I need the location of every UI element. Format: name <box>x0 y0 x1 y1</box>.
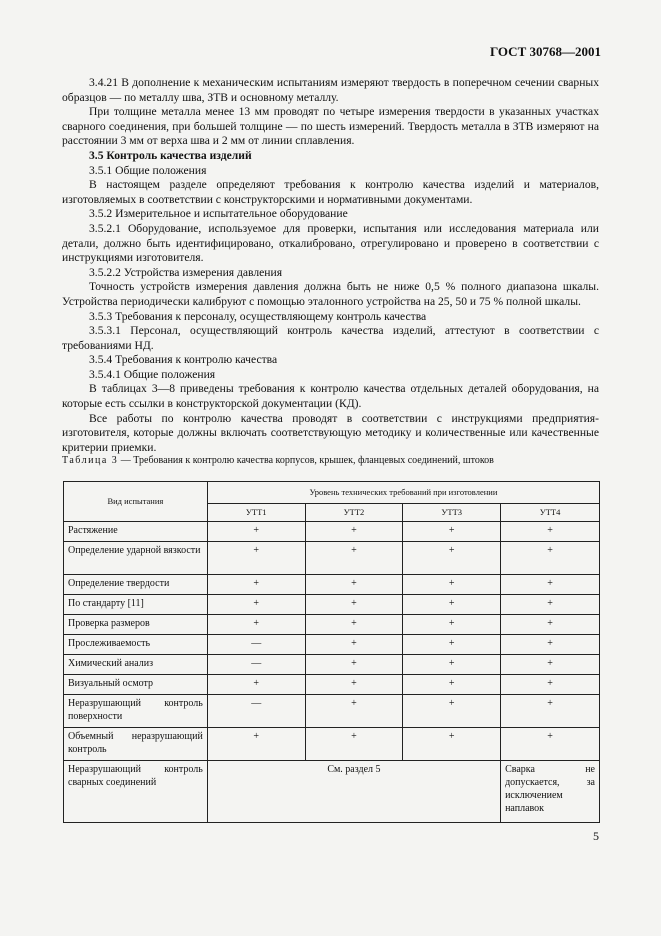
row-value: + <box>207 522 305 542</box>
row-test-name: Неразрушающий контроль поверхности <box>64 695 208 728</box>
row-value: + <box>403 615 501 635</box>
row-value: + <box>501 728 600 761</box>
row-test-name: Растяжение <box>64 522 208 542</box>
table-row <box>64 542 600 575</box>
row-value: + <box>207 595 305 615</box>
row-value: + <box>305 675 403 695</box>
page-number: 5 <box>593 829 599 843</box>
col-header-level: УТТ1 <box>207 504 305 522</box>
row-value: + <box>501 542 600 575</box>
requirements-table <box>63 481 600 823</box>
table-row <box>64 675 600 695</box>
row-test-name: По стандарту [11] <box>64 595 208 615</box>
row-value: + <box>207 575 305 595</box>
table-row <box>64 615 600 635</box>
row-test-name: Визуальный осмотр <box>64 675 208 695</box>
row-value: + <box>305 595 403 615</box>
row-value: + <box>403 635 501 655</box>
row-test-name: Определение ударной вязкости <box>64 542 208 575</box>
row-value: + <box>501 575 600 595</box>
row-value: + <box>403 655 501 675</box>
row-test-name: Неразрушающий контроль сварных соединений <box>64 761 208 823</box>
row-value: — <box>207 695 305 728</box>
col-header-level: УТТ2 <box>305 504 403 522</box>
row-value: + <box>305 615 403 635</box>
row-test-name: Объемный неразрушающий контроль <box>64 728 208 761</box>
paragraph: В настоящем разделе определяют требования к контролю качества изделий и материалов, изготовляемых в соответствии с конструкторскими и нормативными документами. <box>62 178 599 206</box>
paragraph: 3.5.2.2 Устройства измерения давления <box>89 265 283 279</box>
row-value: + <box>501 615 600 635</box>
paragraph: 3.5.3 Требования к персоналу, осуществляющему контроль качества <box>89 309 427 323</box>
paragraph: 3.4.21 В дополнение к механическим испытаниям измеряют твердость в поперечном сечении сварных образцов — по металлу шва, ЗТВ и основному металлу. <box>62 76 599 104</box>
row-value: — <box>207 635 305 655</box>
paragraph: 3.5.4.1 Общие положения <box>89 367 216 381</box>
paragraph: 3.5.3.1 Персонал, осуществляющий контроль качества изделий, аттестуют в соответствии с требованиями НД. <box>62 324 599 352</box>
row-value: + <box>501 655 600 675</box>
row-value: + <box>305 575 403 595</box>
table-row <box>64 761 600 823</box>
table-row <box>64 595 600 615</box>
col-header-test-type: Вид испытания <box>64 482 208 522</box>
body-text <box>62 76 599 455</box>
row-value: + <box>305 695 403 728</box>
table-row <box>64 728 600 761</box>
paragraph: 3.5.1 Общие положения <box>89 163 207 177</box>
row-value: — <box>207 655 305 675</box>
paragraph: Точность устройств измерения давления должна быть не ниже 0,5 % полного диапазона шкалы. Устройства периодически калибруют с помощью эталонного устройства на 25, 50 и 75 % полной шкалы. <box>62 280 599 308</box>
row-value: + <box>305 635 403 655</box>
paragraph: 3.5.4 Требования к контролю качества <box>89 353 278 367</box>
row-test-name: Химический анализ <box>64 655 208 675</box>
table-caption-label: Таблица 3 <box>62 455 119 466</box>
table-row <box>64 522 600 542</box>
row-value: + <box>501 675 600 695</box>
row-value: + <box>403 728 501 761</box>
col-header-level: УТТ3 <box>403 504 501 522</box>
row-value: + <box>501 695 600 728</box>
row-value: + <box>207 615 305 635</box>
paragraph: 3.5.2 Измерительное и испытательное оборудование <box>89 207 348 221</box>
row-value: + <box>403 542 501 575</box>
row-value: + <box>207 542 305 575</box>
row-value: + <box>403 575 501 595</box>
utt4-note-cell: Сварка не допускается, за исключением наплавок <box>501 761 600 823</box>
table-caption <box>62 455 602 466</box>
row-value: + <box>207 675 305 695</box>
row-test-name: Определение твердости <box>64 575 208 595</box>
col-header-levels-group: Уровень технических требований при изготовлении <box>207 482 599 504</box>
table-row <box>64 695 600 728</box>
table-row <box>64 575 600 595</box>
row-value: + <box>501 522 600 542</box>
row-test-name: Прослеживаемость <box>64 635 208 655</box>
row-value: + <box>403 695 501 728</box>
row-value: + <box>305 522 403 542</box>
row-value: + <box>501 635 600 655</box>
row-value: + <box>305 542 403 575</box>
row-test-name: Проверка размеров <box>64 615 208 635</box>
paragraph: 3.5.2.1 Оборудование, используемое для проверки, испытания или исследования материала или детали, должно быть идентифицировано, откалибровано, отрегулировано и проверено в соответствии с инструкциями изготовителя. <box>62 221 599 265</box>
row-value: + <box>501 595 600 615</box>
paragraph: В таблицах 3—8 приведены требования к контролю качества отдельных деталей оборудования, на которые есть ссылки в конструкторской документации (КД). <box>62 382 599 411</box>
merged-reference-cell: См. раздел 5 <box>207 761 500 823</box>
document-code: ГОСТ 30768—2001 <box>489 44 601 59</box>
table-caption-text: — Требования к контролю качества корпусов, крышек, фланцевых соединений, штоков <box>118 455 494 466</box>
paragraph: При толщине металла менее 13 мм проводят по четыре измерения твердости в указанных участках сварного соединения, при большей толщине — по шесть измерений. Твердость металла в ЗТВ измеряют на расстоянии 3 мм от верха шва и 2 мм от линии сплавления. <box>62 105 599 148</box>
row-value: + <box>403 522 501 542</box>
row-value: + <box>403 595 501 615</box>
table-row <box>64 635 600 655</box>
row-value: + <box>403 675 501 695</box>
row-value: + <box>305 728 403 761</box>
paragraph: 3.5 Контроль качества изделий <box>89 148 252 162</box>
row-value: + <box>305 655 403 675</box>
table-row <box>64 655 600 675</box>
col-header-level: УТТ4 <box>501 504 600 522</box>
paragraph: Все работы по контролю качества проводят в соответствии с инструкциями предприятия-изготовителя, которые должны включать соответствующую методику и количественные или качественные критерии приемки. <box>62 411 599 454</box>
row-value: + <box>207 728 305 761</box>
